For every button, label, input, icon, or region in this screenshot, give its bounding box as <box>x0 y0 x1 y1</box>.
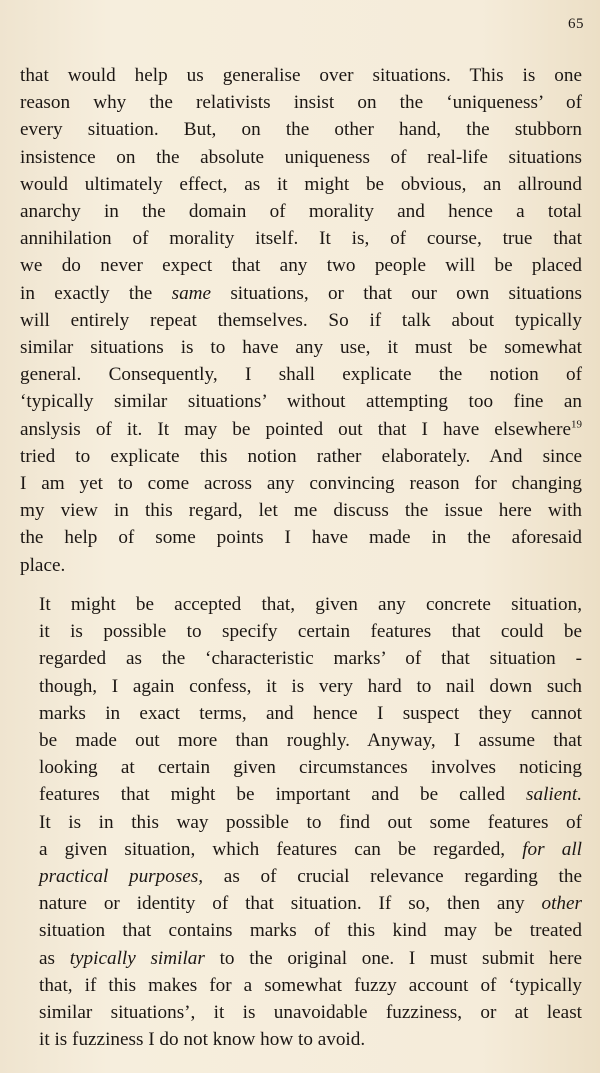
text-line: we do never expect that any two people will be placed <box>20 255 582 277</box>
text-line: in exactly the same situations, or that our own situations <box>20 282 582 304</box>
text-line: a given situation, which features can be regarded, for all <box>39 838 582 860</box>
paragraph-1 <box>20 62 582 579</box>
text-line: general. Consequently, I shall explicate the notion of <box>20 364 582 386</box>
text-line: my view in this regard, let me discuss the issue here with <box>20 500 582 522</box>
text-line: every situation. But, on the other hand, the stubborn <box>20 119 582 141</box>
text-line: insistence on the absolute uniqueness of real-life situations <box>20 146 582 168</box>
text-line: reason why the relativists insist on the ‘uniqueness’ of <box>20 92 582 114</box>
text-line: It might be accepted that, given any concrete situation, <box>39 594 582 615</box>
text-line: though, I again confess, it is very hard to nail down such <box>39 675 582 697</box>
text-line: practical purposes, as of crucial relevance regarding the <box>39 866 583 888</box>
text-line: that would help us generalise over situations. This is one <box>20 65 582 86</box>
italic-text: practical purposes, <box>39 866 204 888</box>
text-line: the help of some points I have made in the aforesaid <box>20 527 582 549</box>
italic-text: same <box>171 282 212 304</box>
text-line: be made out more than roughly. Anyway, I assume that <box>39 730 582 752</box>
text-line: features that might be important and be called salient. <box>39 784 582 806</box>
text-line: regarded as the ‘characteristic marks’ of that situation - <box>39 648 582 670</box>
text-line: tried to explicate this notion rather elaborately. And since <box>20 445 582 467</box>
text-line: ‘typically similar situations’ without attempting too fine an <box>20 391 582 413</box>
text-line: anslysis of it. It may be pointed out that I have elsewhere$^{19}$ <box>20 418 582 440</box>
text-line: it is fuzziness I do not know how to avoid. <box>39 1029 366 1051</box>
italic-text: salient. <box>526 784 582 806</box>
text-line: It is in this way possible to find out some features of <box>39 811 582 833</box>
italic-text: typically similar <box>69 947 205 969</box>
italic-text: for all <box>522 838 582 860</box>
text-line: place. <box>20 554 66 576</box>
text-line: I am yet to come across any convincing reason for changing <box>20 473 582 495</box>
text-line: similar situations is to have any use, it must be somewhat <box>20 337 582 359</box>
footnote-marker: 19 <box>571 418 582 431</box>
text-line: looking at certain given circumstances involves noticing <box>39 757 582 779</box>
text-line: marks in exact terms, and hence I suspect they cannot <box>39 702 582 724</box>
page-number: 65 <box>568 16 584 32</box>
text-line: will entirely repeat themselves. So if talk about typically <box>20 309 582 331</box>
text-line: situation that contains marks of this kind may be treated <box>39 920 582 942</box>
text-line: as typically similar to the original one. I must submit here <box>39 947 583 969</box>
text-line: nature or identity of that situation. If so, then any other <box>39 893 582 915</box>
text-line: would ultimately effect, as it might be obvious, an allround <box>20 173 582 195</box>
text-line: anarchy in the domain of morality and hence a total <box>20 201 582 223</box>
text-line: annihilation of morality itself. It is, of course, true that <box>20 228 582 250</box>
text-line: it is possible to specify certain features that could be <box>39 621 582 643</box>
text-line: that, if this makes for a somewhat fuzzy account of ‘typically <box>39 974 582 996</box>
text-line: similar situations’, it is unavoidable fuzziness, or at least <box>39 1002 582 1024</box>
italic-text: other <box>541 893 582 915</box>
paragraph-2 <box>20 591 582 1053</box>
